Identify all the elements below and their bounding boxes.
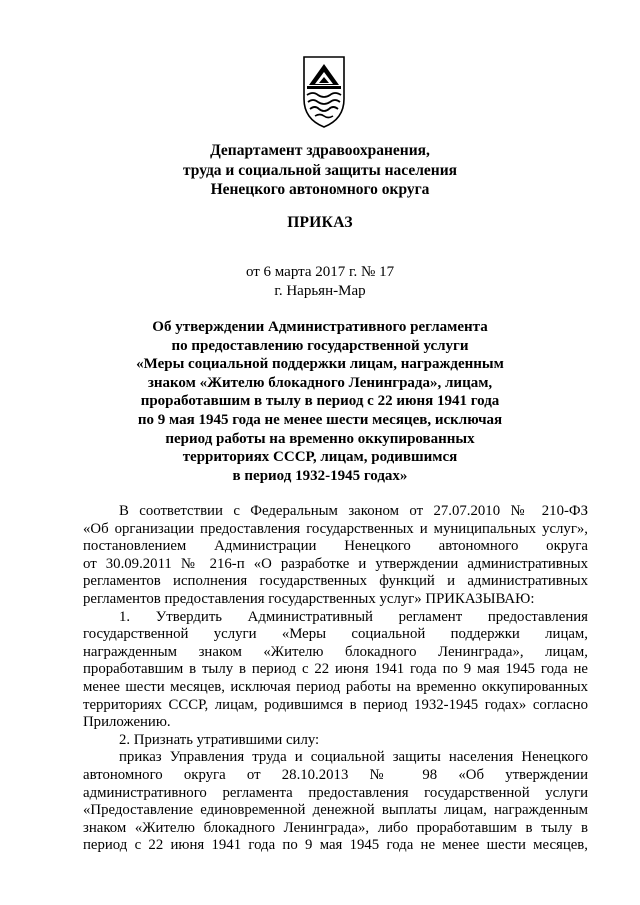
date-place-block <box>0 263 640 300</box>
body-line: от 30.09.2011 № 216-п «О разработке и утверждении административных <box>83 555 588 572</box>
body-line: административного регламента предоставления государственной услуги <box>83 784 588 801</box>
body-line: 2. Признать утратившими силу: <box>119 731 320 748</box>
body-line: В соответствии с Федеральным законом от 27.07.2010 № 210-ФЗ <box>119 503 588 519</box>
body-line: государственной услуги «Меры социальной поддержки лицам, <box>83 626 588 643</box>
title-line: знаком «Жителю блокадного Ленинграда», лицам, <box>147 374 493 391</box>
body-line: Приложению. <box>83 714 171 731</box>
title-line: «Меры социальной поддержки лицам, награжденным <box>136 356 504 373</box>
order-title <box>0 318 640 485</box>
department-line: Департамент здравоохранения, <box>210 142 430 159</box>
body-line: приказ Управления труда и социальной защиты населения Ненецкого <box>119 749 588 766</box>
title-line: проработавшим в тылу в период с 22 июня 1941 года <box>140 393 500 410</box>
title-line: Об утверждении Административного регламента <box>152 319 488 335</box>
body-line: проработавшим в тылу в период с 22 июня 1941 года по 9 мая 1945 года не <box>83 661 588 678</box>
order-date-number: от 6 марта 2017 г. № 17 <box>245 264 395 280</box>
department-line: Ненецкого автономного округа <box>210 181 430 198</box>
body-line: 1. Утвердить Административный регламент предоставления <box>119 608 588 625</box>
body-line: «Об организации предоставления государственных и муниципальных услуг», <box>83 520 588 537</box>
body-line: постановлением Администрации Ненецкого автономного округа <box>83 538 588 555</box>
title-line: территориях СССР, лицам, родившимся <box>182 449 458 466</box>
title-line: в период 1932-1945 годах» <box>232 467 408 484</box>
body-line: регламентов предоставления государственных услуг» ПРИКАЗЫВАЮ: <box>83 590 535 607</box>
order-body <box>83 503 588 855</box>
department-name <box>0 141 640 200</box>
body-line: период с 22 июня 1941 года по 9 мая 1945 года не менее шести месяцев, <box>83 837 588 854</box>
order-place: г. Нарьян-Мар <box>274 282 366 299</box>
body-line: автономного округа от 28.10.2013 № 98 «Об утверждении <box>83 766 588 783</box>
title-line: по предоставлению государственной услуги <box>171 337 469 354</box>
department-line: труда и социальной защиты населения <box>182 161 458 179</box>
body-line: территориях СССР, лицам, родившимся в период 1932-1945 годах» согласно <box>83 696 588 713</box>
body-line: «Предоставление единовременной денежной выплаты лицам, награжденным <box>83 802 588 819</box>
body-line: регламентов исполнения государственных функций и административных <box>83 573 588 590</box>
body-line: награжденным знаком «Жителю блокадного Ленинграда», лицам, <box>83 643 588 660</box>
title-line: период работы на временно оккупированных <box>165 430 475 447</box>
document-type: ПРИКАЗ <box>287 214 353 231</box>
body-line: знаком «Жителю блокадного Ленинграда», либо проработавшим в тылу в <box>83 819 588 836</box>
coat-of-arms-emblem <box>301 55 347 129</box>
body-line: менее шести месяцев, исключая период работы на временно оккупированных <box>83 678 588 695</box>
title-line: по 9 мая 1945 года не менее шести месяцев, исключая <box>137 411 503 428</box>
